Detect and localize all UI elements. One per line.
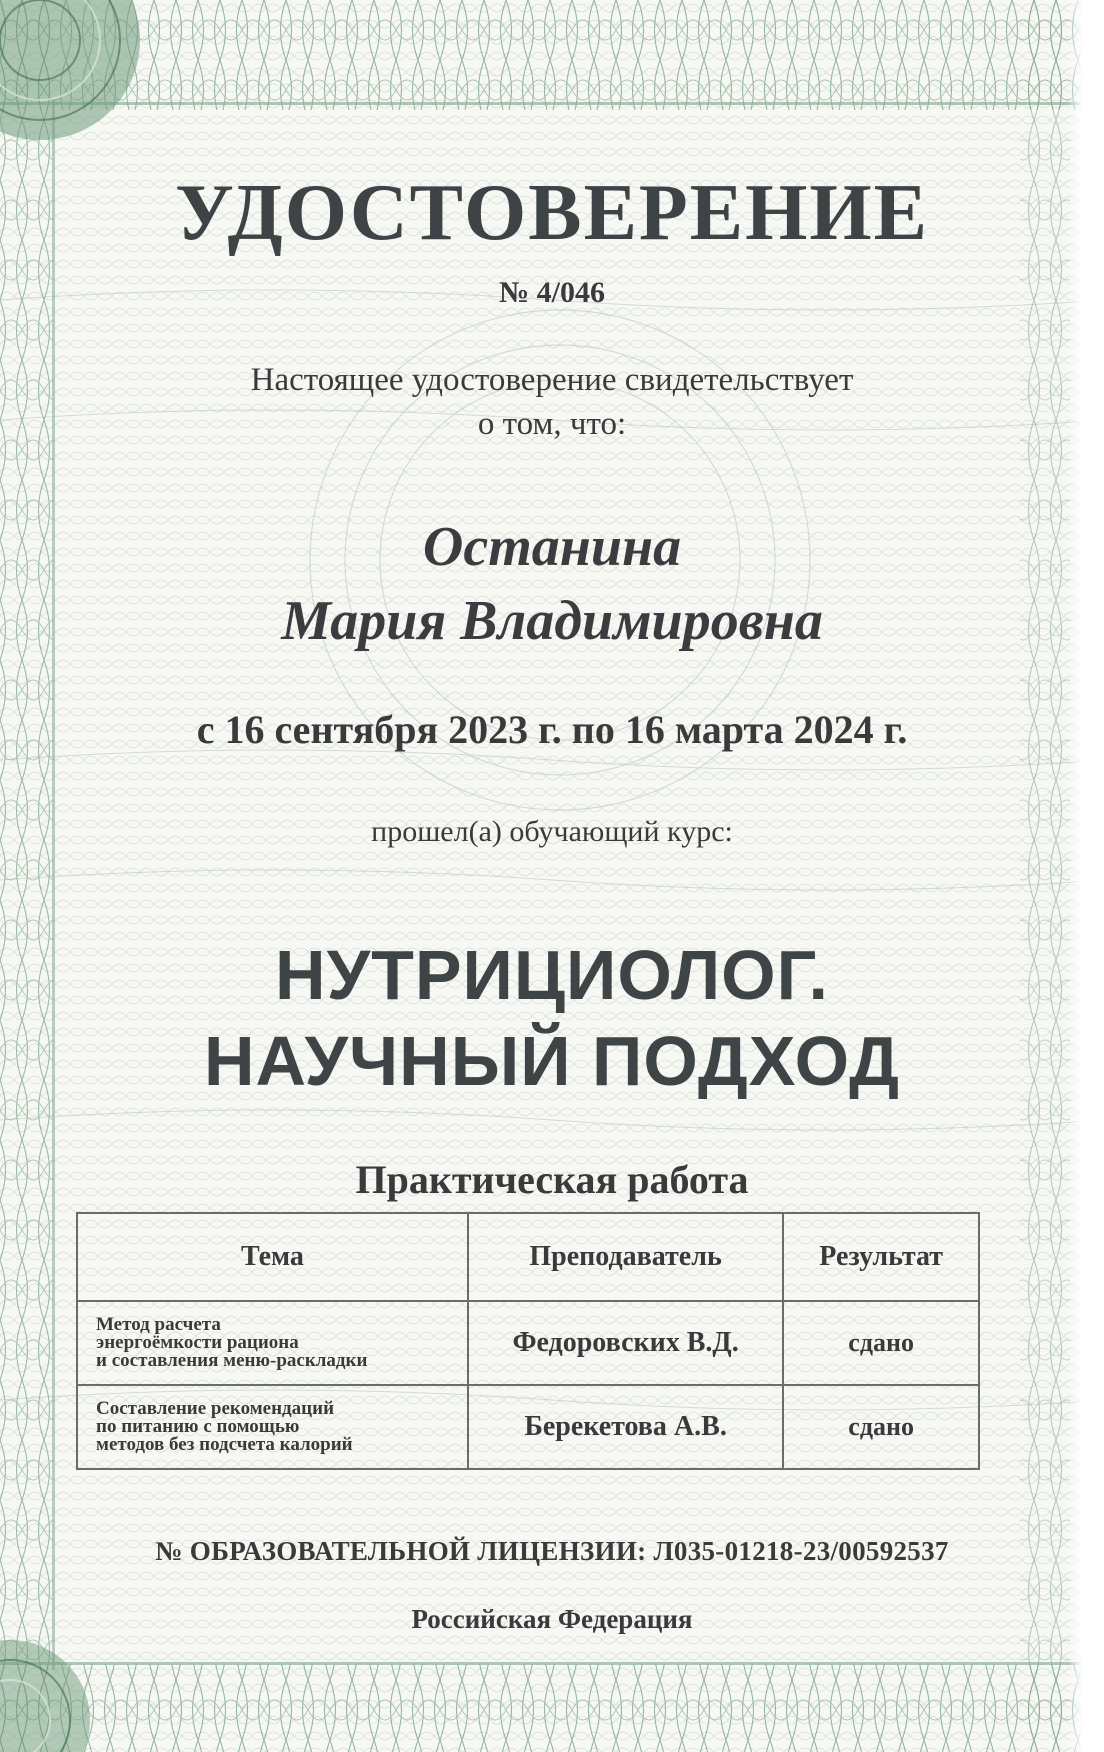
- topic-line: энергоёмкости рациона: [96, 1332, 299, 1353]
- table-row: [77, 1385, 979, 1469]
- topic-line: методов без подсчета калорий: [96, 1434, 353, 1455]
- topic-line: и составления меню-раскладки: [96, 1350, 368, 1371]
- document-title: УДОСТОВЕРЕНИЕ: [175, 169, 929, 257]
- table-header-row: [77, 1213, 979, 1301]
- license-number: № ОБРАЗОВАТЕЛЬНОЙ ЛИЦЕНЗИИ: Л035-01218-23/00592537: [155, 1536, 949, 1566]
- holder-surname: Останина: [422, 516, 682, 578]
- teacher-cell: Федоровских В.Д.: [468, 1301, 783, 1385]
- topic-line: Метод расчета: [96, 1314, 221, 1335]
- column-header-topic: Тема: [77, 1213, 468, 1301]
- topic-cell: [77, 1301, 468, 1385]
- column-header-teacher: Преподаватель: [468, 1213, 783, 1301]
- topic-cell: [77, 1385, 468, 1469]
- column-header-result: Результат: [783, 1213, 979, 1301]
- practical-works-table: [76, 1212, 980, 1470]
- table-row: [77, 1301, 979, 1385]
- country-name: Российская Федерация: [411, 1604, 693, 1634]
- paper-edge: [1068, 0, 1104, 1752]
- study-period: с 16 сентября 2023 г. по 16 марта 2024 г.: [196, 707, 908, 752]
- practice-heading: Практическая работа: [355, 1157, 749, 1202]
- intro-line: Настоящее удостоверение свидетельствует: [250, 362, 854, 398]
- topic-line: Составление рекомендаций: [96, 1398, 335, 1419]
- holder-name: [0, 510, 1104, 658]
- result-cell: сдано: [783, 1385, 979, 1469]
- certificate-number: № 4/046: [499, 276, 605, 309]
- completed-text: прошел(а) обучающий курс:: [371, 815, 733, 848]
- teacher-cell: Берекетова А.В.: [468, 1385, 783, 1469]
- course-title-line: НУТРИЦИОЛОГ.: [275, 936, 829, 1014]
- intro-line: о том, что:: [477, 406, 627, 442]
- holder-given-names: Мария Владимировна: [281, 590, 823, 652]
- course-title-line: НАУЧНЫЙ ПОДХОД: [204, 1022, 900, 1100]
- result-cell: сдано: [783, 1301, 979, 1385]
- intro-text: [0, 358, 1104, 446]
- topic-line: по питанию с помощью: [96, 1416, 300, 1437]
- course-title: [0, 932, 1104, 1104]
